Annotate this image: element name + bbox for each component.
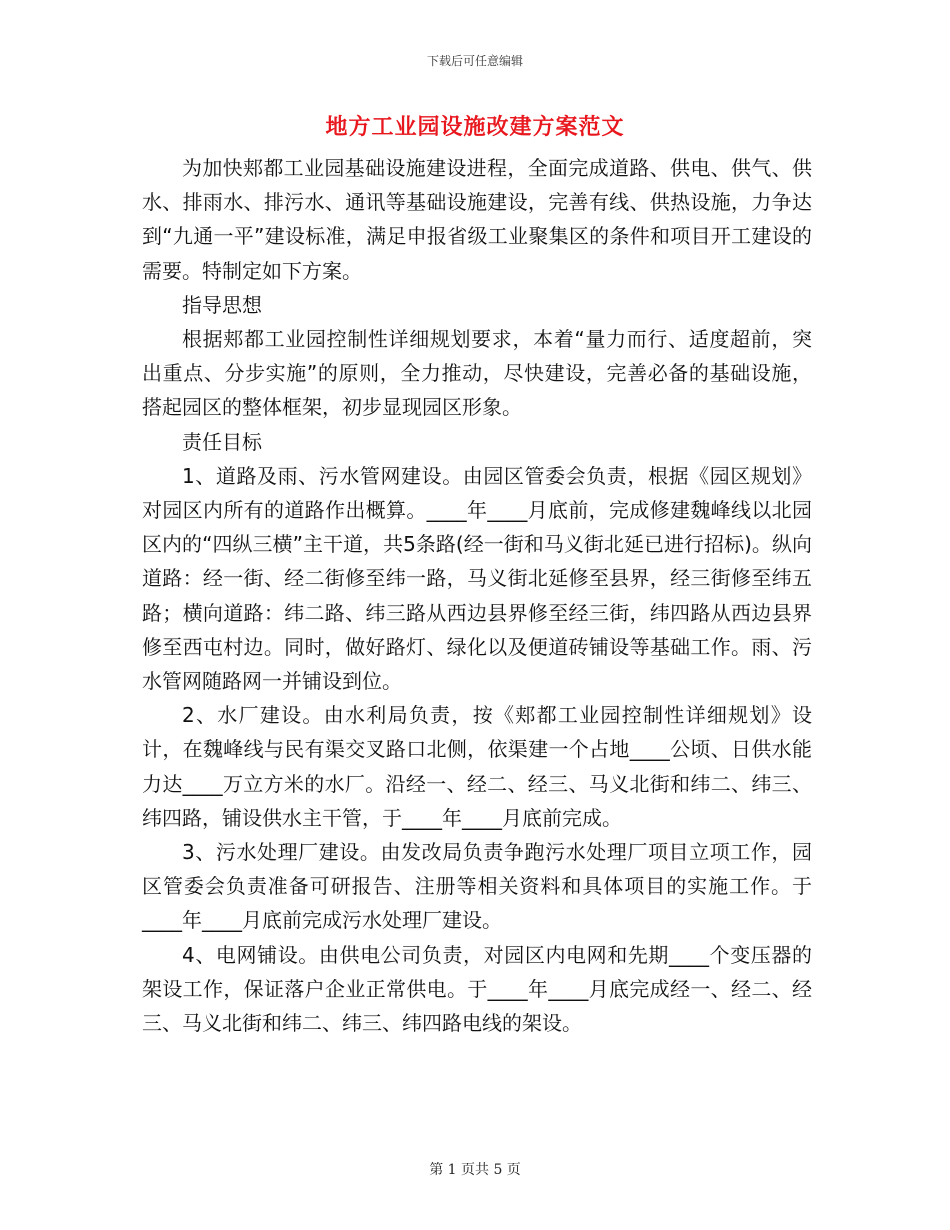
page-header: 下载后可任意编辑	[426, 54, 523, 68]
section-heading-responsibility-goals: 责任目标	[182, 429, 262, 454]
document-body	[142, 151, 812, 1040]
section-heading-guiding-ideology: 指导思想	[182, 292, 262, 317]
goal-item-roads: 1、道路及雨、污水管网建设。由园区管委会负责，根据《园区规划》对园区内所有的道路作出概算。____年____月底前，完成修建魏峰线以北园区内的“四纵三横”主干道，共5条路(经一街和马义街北延已进行招标)。纵向道路：经一街、经二街修至纬一路，马义街北延修至县界，经三街修至纬五路；横向道路：纬二路、纬三路从西边县界修至经三街，纬四路从西边县界修至西屯村边。同时，做好路灯、绿化以及便道砖铺设等基础工作。雨、污水管网随路网一并铺设到位。	[142, 463, 812, 694]
goal-item-power-grid: 4、电网铺设。由供电公司负责，对园区内电网和先期____个变压器的架设工作，保证落户企业正常供电。于____年____月底完成经一、经二、经三、马义北街和纬二、纬三、纬四路电线的架设。	[142, 942, 812, 1036]
intro-paragraph: 为加快郏都工业园基础设施建设进程，全面完成道路、供电、供气、供水、排雨水、排污水、通讯等基础设施建设，完善有线、供热设施，力争达到“九通一平”建设标准，满足申报省级工业聚集区的条件和项目开工建设的需要。特制定如下方案。	[142, 156, 812, 283]
goal-item-sewage-plant: 3、污水处理厂建设。由发改局负责争跑污水处理厂项目立项工作，园区管委会负责准备可研报告、注册等相关资料和具体项目的实施工作。于____年____月底前完成污水处理厂建设。	[142, 840, 812, 933]
page-footer: 第 1 页共 5 页	[429, 1162, 521, 1178]
guiding-ideology-paragraph: 根据郏都工业园控制性详细规划要求，本着“量力而行、适度超前，突出重点、分步实施”的原则，全力推动，尽快建设，完善必备的基础设施，搭起园区的整体框架，初步显现园区形象。	[142, 327, 812, 420]
goal-item-water-plant: 2、水厂建设。由水利局负责，按《郏都工业园控制性详细规划》设计，在魏峰线与民有渠交叉路口北侧，依渠建一个占地____公顷、日供水能力达____万立方米的水厂。沿经一、经二、经三、马义北街和纬二、纬三、纬四路，铺设供水主干管，于____年____月底前完成。	[142, 703, 812, 830]
document-title: 地方工业园设施改建方案范文	[325, 115, 625, 140]
